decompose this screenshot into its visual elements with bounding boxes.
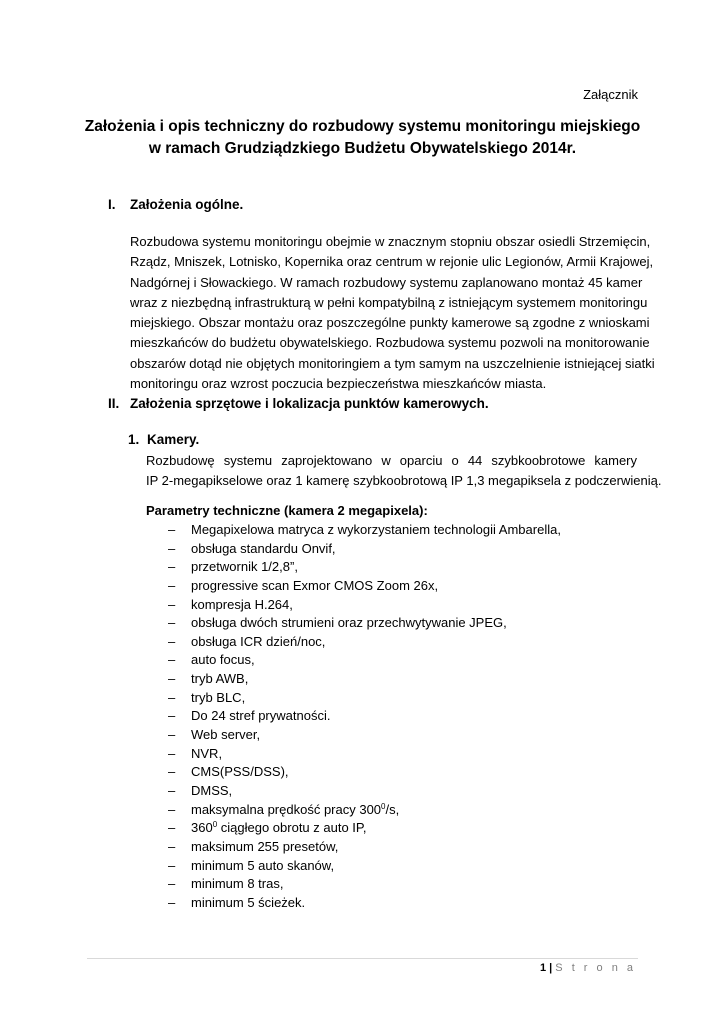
list-item: – obsługa standardu Onvif,	[146, 540, 561, 559]
paragraph-line: IP 2-megapikselowe oraz 1 kamerę szybkoobrotową IP 1,3 megapiksela z podczerwienią.	[146, 473, 662, 489]
title-line-2: w ramach Grudziądzkiego Budżetu Obywatelskiego 2014r.	[148, 140, 577, 157]
dash-bullet: –	[168, 782, 176, 798]
dash-bullet: –	[168, 559, 176, 575]
params-list	[146, 521, 561, 912]
footer-separator: |	[549, 962, 553, 974]
annex-label: Załącznik	[583, 87, 638, 102]
dash-bullet: –	[168, 727, 176, 743]
dash-bullet: –	[168, 615, 176, 631]
list-item: – auto focus,	[146, 651, 561, 670]
dash-bullet: –	[168, 522, 176, 537]
dash-bullet: –	[168, 671, 176, 687]
paragraph-line: Rządz, Mniszek, Lotnisko, Kopernika oraz centrum w rejonie ulic Legionów, Armii Krajowej,	[130, 254, 654, 270]
list-item: – minimum 5 ścieżek.	[146, 894, 561, 913]
dash-bullet: –	[168, 820, 176, 836]
list-item: – CMS(PSS/DSS),	[146, 763, 561, 782]
dash-bullet: –	[168, 708, 176, 724]
list-item: – obsługa ICR dzień/noc,	[146, 633, 561, 652]
dash-bullet: –	[168, 876, 176, 892]
list-item: – kompresja H.264,	[146, 596, 561, 615]
section-1-paragraph	[130, 232, 655, 394]
list-item: – progressive scan Exmor CMOS Zoom 26x,	[146, 577, 561, 596]
paragraph-line: Nadgórnej i Słowackiego. W ramach rozbudowy systemu zaplanowano montaż 45 kamer	[130, 274, 643, 290]
list-item: – przetwornik 1/2,8”,	[146, 558, 561, 577]
page-word: S t r o n a	[555, 962, 636, 974]
params-heading: Parametry techniczne (kamera 2 megapixela):	[146, 503, 428, 518]
dash-bullet: –	[168, 838, 176, 854]
list-item: – maksymalna prędkość pracy $300^0/s$,	[146, 801, 561, 820]
list-item: – Megapixelowa matryca z wykorzystaniem technologii Ambarella,	[146, 521, 561, 540]
document-title	[0, 116, 725, 160]
paragraph-line: Rozbudowę systemu zaprojektowano w oparciu o 44 szybkoobrotowe kamery	[146, 453, 637, 468]
dash-bullet: –	[168, 540, 176, 556]
list-item: – maksimum 255 presetów,	[146, 838, 561, 857]
list-item: – Do 24 stref prywatności.	[146, 707, 561, 726]
paragraph-line: miejskiego. Obszar montażu oraz poszczególne punkty kamerowe są zgodne z wnioskami	[130, 315, 650, 331]
dash-bullet: –	[168, 894, 176, 910]
list-item: – Web server,	[146, 726, 561, 745]
subsection-1-heading	[128, 432, 200, 447]
dash-bullet: –	[168, 596, 176, 612]
subsection-1-number: 1.	[128, 432, 140, 447]
title-line-1: Założenia i opis techniczny do rozbudowy systemu monitoringu miejskiego	[84, 118, 641, 135]
list-item: – $360^0$ ciągłego obrotu z auto IP,	[146, 819, 561, 838]
paragraph-line: monitoringu oraz wzrost poczucia bezpieczeństwa mieszkańców miasta.	[130, 376, 547, 392]
dash-bullet: –	[168, 801, 176, 817]
dash-bullet: –	[168, 764, 176, 780]
section-2-title: Założenia sprzętowe i lokalizacja punktów kamerowych.	[130, 396, 489, 411]
dash-bullet: –	[168, 633, 176, 649]
list-item: – minimum 8 tras,	[146, 875, 561, 894]
dash-bullet: –	[168, 689, 176, 705]
dash-bullet: –	[168, 577, 176, 593]
list-item: – tryb BLC,	[146, 689, 561, 708]
paragraph-line: mieszkańców do budżetu obywatelskiego. Rozbudowa systemu pozwoli na monitorowanie	[130, 335, 650, 351]
subsection-1-title: Kamery.	[147, 432, 200, 447]
page-footer	[540, 962, 636, 974]
paragraph-line: Rozbudowa systemu monitoringu obejmie w znacznym stopniu obszar osiedli Strzemięcin,	[130, 234, 651, 249]
list-item: – NVR,	[146, 745, 561, 764]
list-item: – minimum 5 auto skanów,	[146, 857, 561, 876]
footer-divider	[87, 958, 638, 959]
section-1-number: I.	[108, 197, 116, 212]
dash-bullet: –	[168, 857, 176, 873]
paragraph-line: wraz z niezbędną infrastrukturą w pełni kompatybilną z istniejącym systemem monitoringu	[130, 294, 648, 310]
page-number: 1	[539, 962, 547, 974]
paragraph-line: obszarów dotąd nie objętych monitoringiem a tym samym na uszczelnienie istniejącej siatki	[130, 355, 655, 371]
dash-bullet: –	[168, 745, 176, 761]
cameras-paragraph	[146, 451, 662, 492]
section-2-number: II.	[108, 396, 120, 411]
section-1-title: Założenia ogólne.	[130, 197, 244, 212]
dash-bullet: –	[168, 652, 176, 668]
list-item: – DMSS,	[146, 782, 561, 801]
list-item: – tryb AWB,	[146, 670, 561, 689]
list-item: – obsługa dwóch strumieni oraz przechwytywanie JPEG,	[146, 614, 561, 633]
